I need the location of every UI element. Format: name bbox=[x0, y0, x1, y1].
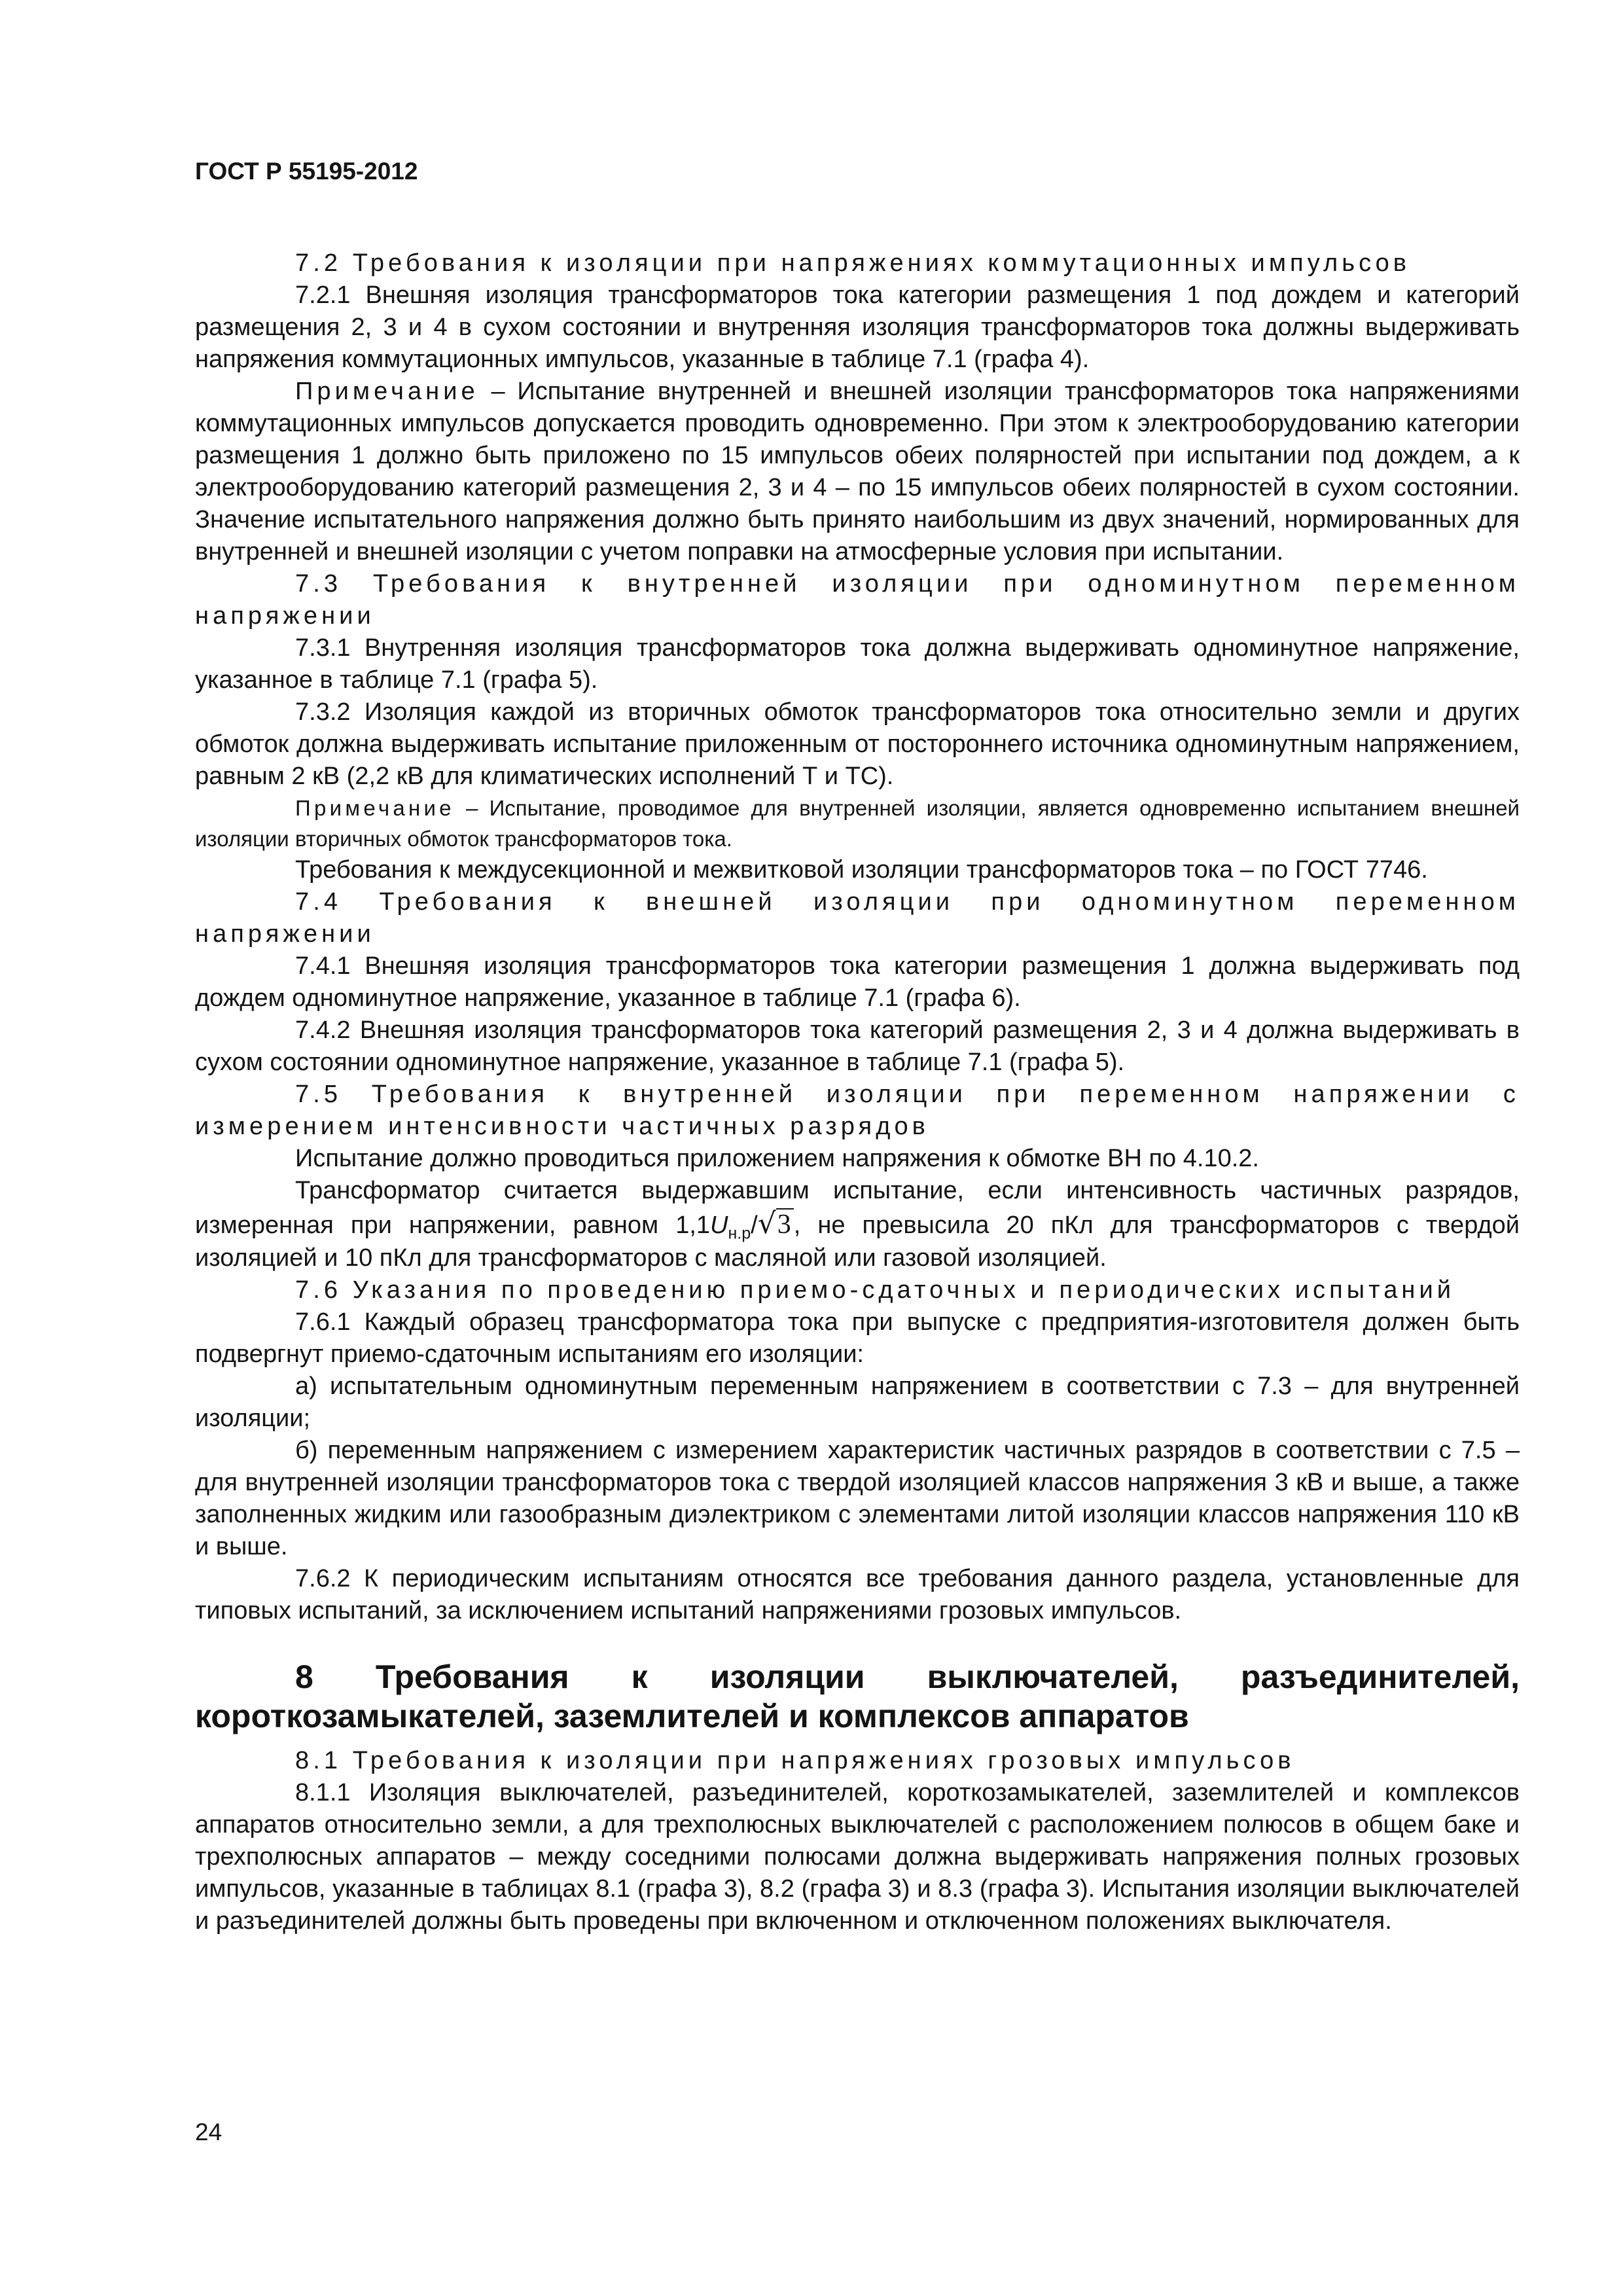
section-heading-7-4: 7.4 Требования к внешней изоляции при одноминутном переменном напряжении bbox=[195, 888, 1520, 948]
section-heading-7-6: 7.6 Указания по проведению приемо-сдаточных и периодических испытаний bbox=[295, 1276, 1455, 1304]
section-heading-7-2: 7.2 Требования к изоляции при напряжениях коммутационных импульсов bbox=[295, 249, 1411, 277]
formula-subscript: н.р bbox=[728, 1224, 751, 1243]
paragraph-7-6-1: 7.6.1 Каждый образец трансформатора тока при выпуске с предприятия-изготовителя должен быть подвергнут приемо-сдаточным испытаниям его изоляции: bbox=[195, 1308, 1520, 1368]
paragraph-7-6-2: 7.6.2 К периодическим испытаниям относятся все требования данного раздела, установленные для типовых испытаний, за исключением испытаний напряжениями грозовых импульсов. bbox=[195, 1565, 1520, 1624]
note-text: – Испытание внутренней и внешней изоляции трансформаторов тока напряжениями коммутационных импульсов допускается проводить одновременно. При этом к электрооборудованию категории размещения 1 должно быть приложено по 15 импульсов обеих полярностей при испытании под дождем, а к электрооборудованию категорий размещения 2, 3 и 4 – по 15 импульсов обеих полярностей в сухом состоянии. Значение испытательного напряжения должно быть принято наибольшим из двух значений, нормированных для внутренней и внешней изоляции с учетом поправки на атмосферные условия при испытании. bbox=[195, 378, 1520, 565]
paragraph-7-4-2: 7.4.2 Внешняя изоляция трансформаторов тока категорий размещения 2, 3 и 4 должна выдерживать в сухом состоянии одноминутное напряжение, указанное в таблице 7.1 (графа 5). bbox=[195, 1016, 1520, 1076]
note-7-3 bbox=[195, 793, 1520, 854]
note-7-2 bbox=[195, 376, 1520, 568]
note-label: Примечание bbox=[295, 796, 455, 820]
formula-coefficient: 1,1 bbox=[675, 1211, 711, 1239]
paragraph-7-4-1: 7.4.1 Внешняя изоляция трансформаторов тока категории размещения 1 должна выдерживать под дождем одноминутное напряжение, указанное в таблице 7.1 (графа 6). bbox=[195, 952, 1520, 1012]
section-heading-7-3: 7.3 Требования к внутренней изоляции при одноминутном переменном напряжении bbox=[195, 570, 1520, 630]
paragraph-7-3-1: 7.3.1 Внутренняя изоляция трансформаторов тока должна выдерживать одноминутное напряжение, указанное в таблице 7.1 (графа 5). bbox=[195, 634, 1520, 694]
formula-trailing-text: , не превысила 20 пКл для трансформаторов с твердой изоляцией и 10 пКл для трансформаторов с масляной или газовой изоляцией. bbox=[195, 1211, 1520, 1272]
formula-variable: U bbox=[710, 1211, 728, 1239]
document-code: ГОСТ Р 55195-2012 bbox=[195, 158, 418, 185]
paragraph-8-1-1: 8.1.1 Изоляция выключателей, разъединителей, короткозамыкателей, заземлителей и комплексов аппаратов относительно земли, а для трехполюсных выключателей с расположением полюсов в общем баке и трехполюсных аппаратов – между соседними полюсами должна выдерживать напряжения полных грозовых импульсов, указанные в таблицах 8.1 (графа 3), 8.2 (графа 3) и 8.3 (графа 3). Испытания изоляции выключателей и разъединителей должны быть проведены при включенном и отключенном положениях выключателя. bbox=[195, 1779, 1520, 1935]
square-root-sign: √ bbox=[757, 1207, 776, 1240]
section-heading-7-5: 7.5 Требования к внутренней изоляции при переменном напряжении с измерением интенсивности частичных разрядов bbox=[195, 1081, 1520, 1140]
document-body bbox=[195, 247, 1520, 1937]
list-item-b: б) переменным напряжением с измерением характеристик частичных разрядов в соответствии с 7.5 – для внутренней изоляции трансформаторов тока с твердой изоляцией классов напряжения 3 кВ и выше, а также заполненных жидким или газообразным диэлектриком с элементами литой изоляции классов напряжения 110 кВ и выше. bbox=[195, 1437, 1520, 1560]
square-root-radicand: 3 bbox=[776, 1208, 794, 1240]
paragraph-interturn-requirements: Требования к междусекционной и межвитковой изоляции трансформаторов тока – по ГОСТ 7746. bbox=[295, 856, 1428, 884]
formula-slash: / bbox=[751, 1211, 758, 1239]
section-heading-8: 8 Требования к изоляции выключателей, разъединителей, короткозамыкателей, заземлителей и комплексов аппаратов bbox=[195, 1659, 1520, 1734]
page-number: 24 bbox=[195, 2119, 223, 2145]
paragraph-7-2-1: 7.2.1 Внешняя изоляция трансформаторов тока категории размещения 1 под дождем и категорий размещения 2, 3 и 4 в сухом состоянии и внутренняя изоляция трансформаторов тока должны выдерживать напряжения коммутационных импульсов, указанные в таблице 7.1 (графа 4). bbox=[195, 281, 1520, 373]
paragraph-7-3-2: 7.3.2 Изоляция каждой из вторичных обмоток трансформаторов тока относительно земли и других обмоток должна выдерживать испытание приложенным от постороннего источника одноминутным напряжением, равным 2 кВ (2,2 кВ для климатических исполнений Т и ТС). bbox=[195, 698, 1520, 790]
square-root bbox=[758, 1207, 794, 1242]
list-item-a: а) испытательным одноминутным переменным напряжением в соответствии с 7.3 – для внутренней изоляции; bbox=[195, 1372, 1520, 1432]
formula-lead-text: Трансформатор считается выдержавшим испытание, если интенсивность частичных разрядов, измеренная при напряжении, равном bbox=[195, 1177, 1520, 1239]
section-heading-8-1: 8.1 Требования к изоляции при напряжениях грозовых импульсов bbox=[295, 1747, 1295, 1774]
paragraph-partial-discharge-criterion bbox=[195, 1175, 1520, 1274]
note-text: – Испытание, проводимое для внутренней изоляции, является одновременно испытанием внешней изоляции вторичных обмоток трансформаторов тока. bbox=[195, 796, 1520, 851]
note-label: Примечание bbox=[295, 378, 479, 405]
paragraph-test-procedure: Испытание должно проводиться приложением напряжения к обмотке ВН по 4.10.2. bbox=[295, 1145, 1259, 1172]
